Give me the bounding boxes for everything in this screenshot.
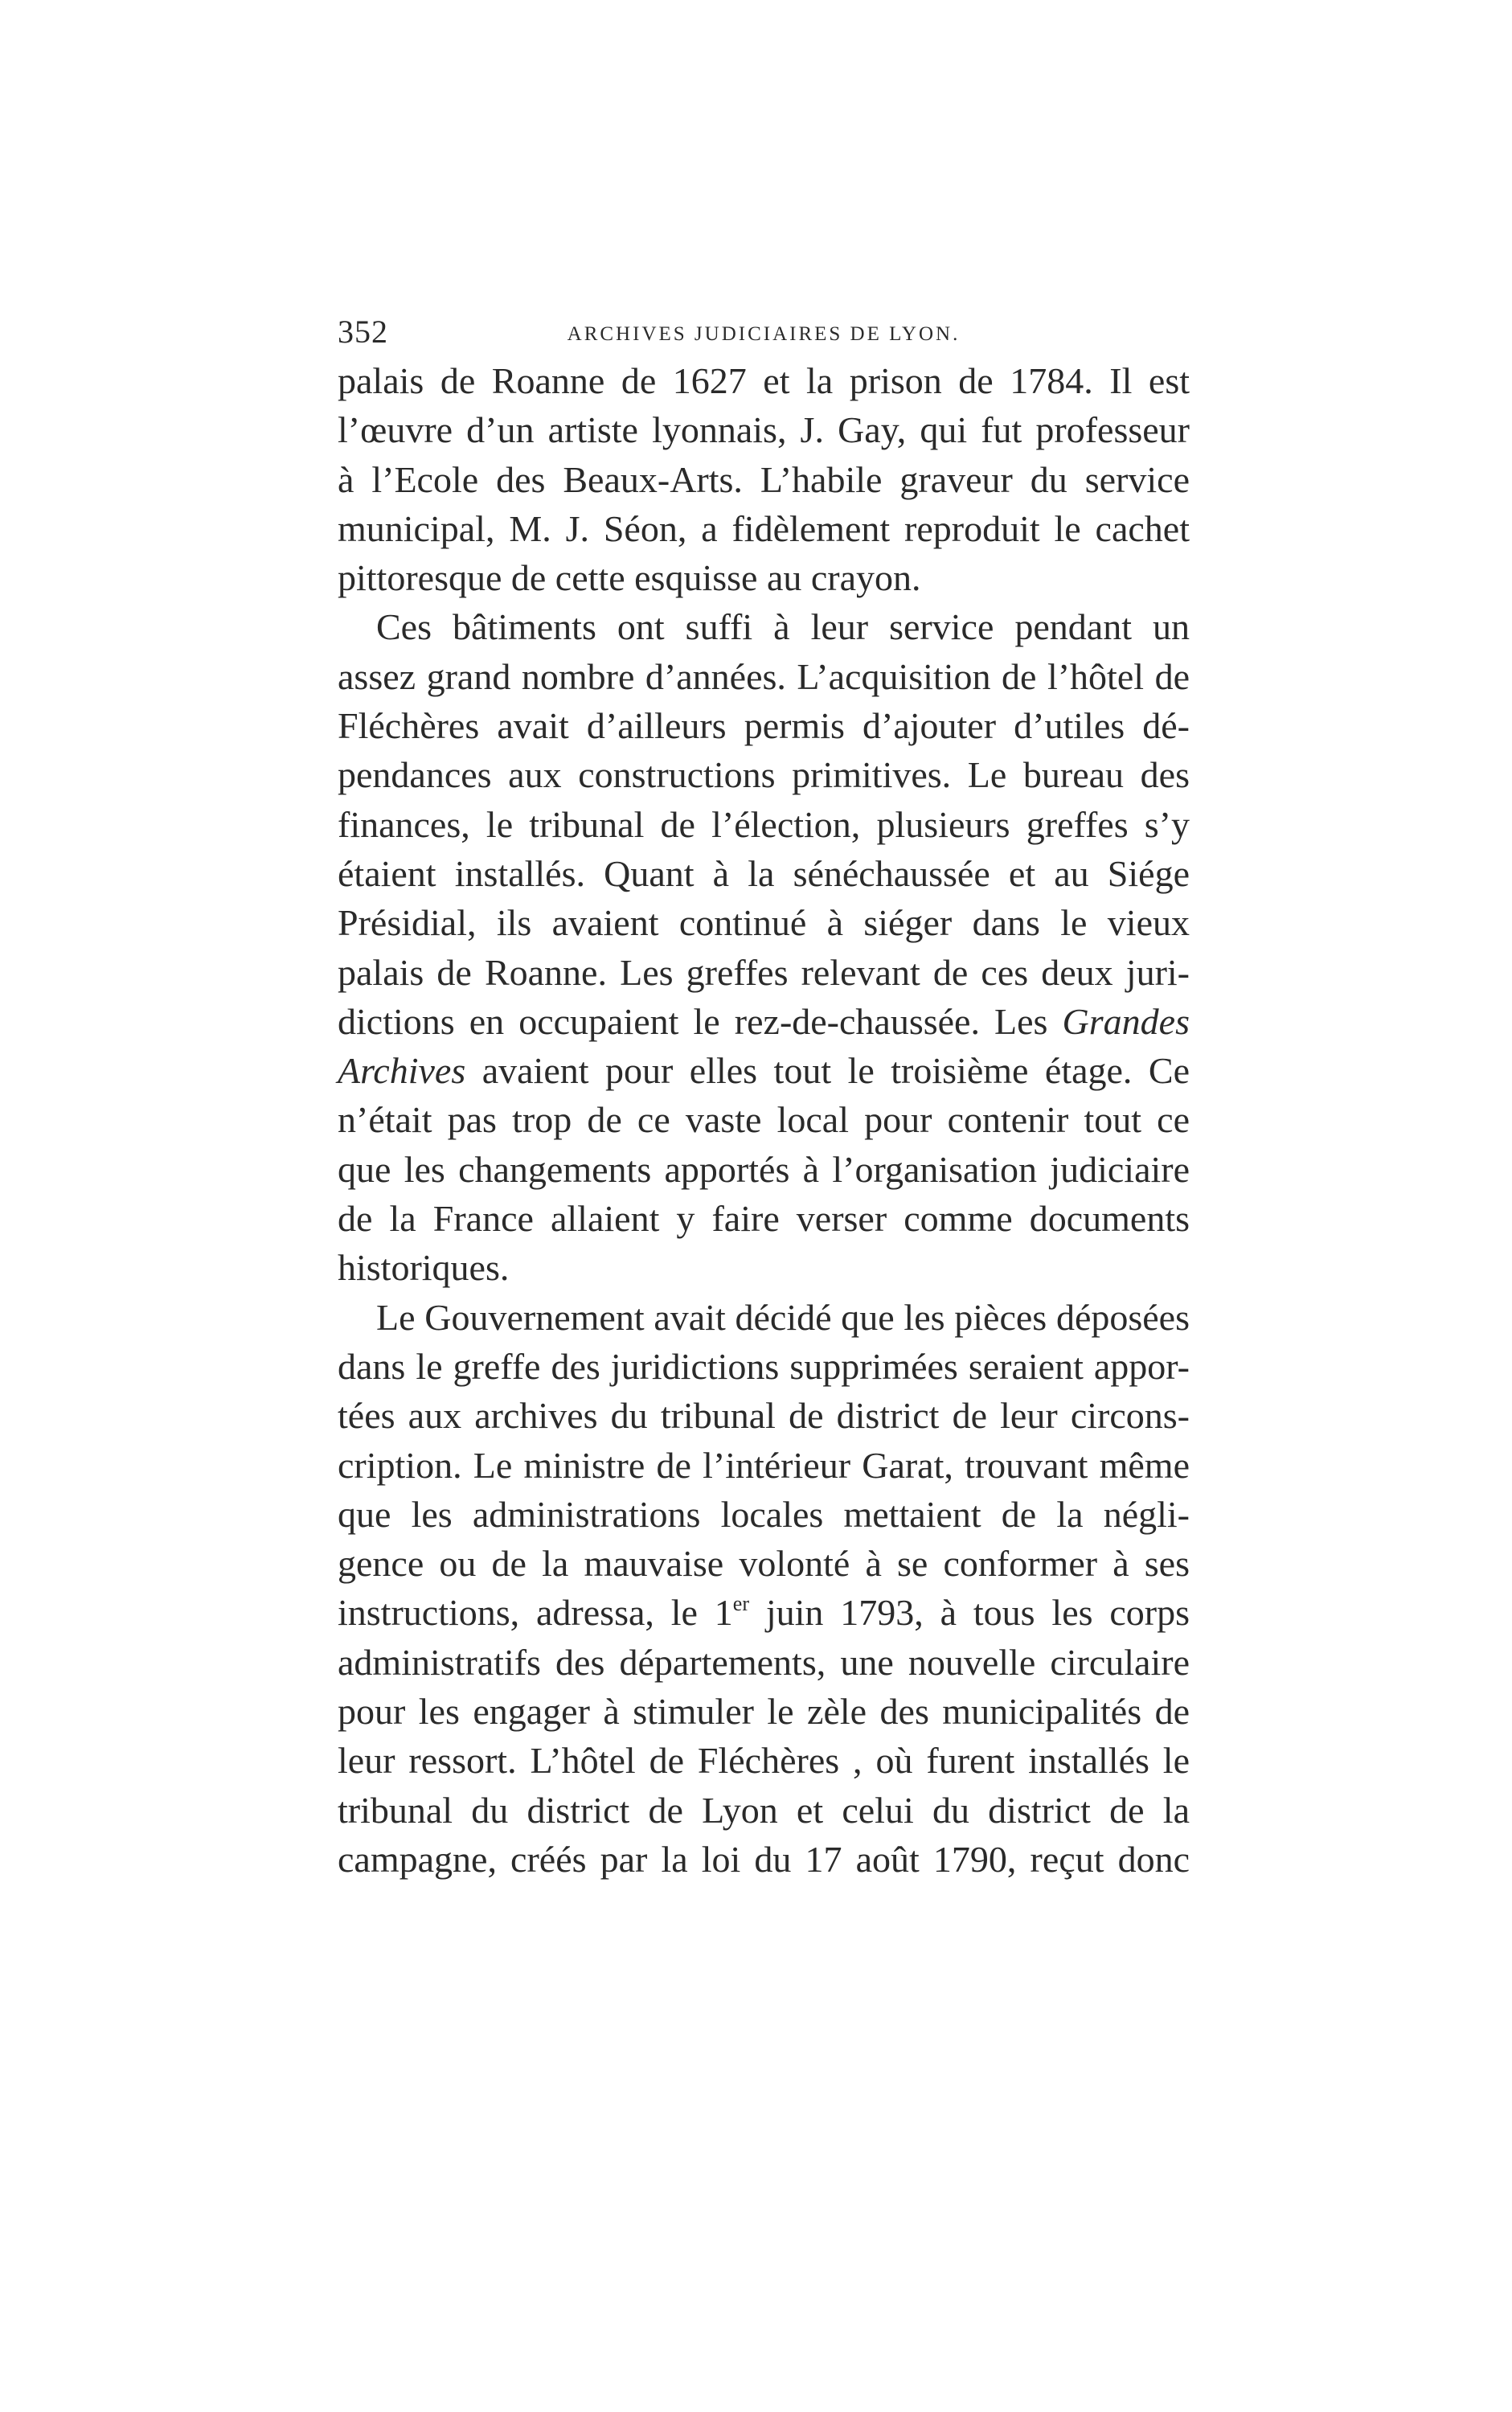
text-line: tribunal du district de Lyon et celui du district de la [338, 1789, 1190, 1831]
running-title: ARCHIVES JUDICIAIRES DE LYON. [567, 323, 961, 345]
text-segment: juin 1793, à tous les corps [765, 1592, 1190, 1634]
text-line: campagne, créés par la loi du 17 août 1790, reçut donc [338, 1838, 1190, 1880]
page-header [338, 312, 1190, 352]
page-number: 352 [338, 314, 388, 350]
text-line: tées aux archives du tribunal de district de leur circons- [338, 1395, 1190, 1437]
text-line: n’était pas trop de ce vaste local pour contenir tout ce [338, 1099, 1190, 1141]
text-line: pittoresque de cette esquisse au crayon. [338, 557, 921, 599]
text-line: que les administrations locales mettaient de la négli- [338, 1493, 1190, 1535]
text-segment: dictions en occupaient le rez-de-chaussée. Les [338, 1000, 1048, 1042]
text-line: Fléchères avait d’ailleurs permis d’ajouter d’utiles dé- [338, 705, 1190, 747]
body-text [338, 356, 1190, 1884]
text-line: leur ressort. L’hôtel de Fléchères , où furent installés le [338, 1740, 1190, 1782]
text-line: à l’Ecole des Beaux-Arts. L’habile graveur du service [338, 458, 1190, 500]
text-segment: avaient pour elles tout le troisième étage. Ce [481, 1050, 1190, 1092]
text-line: que les changements apportés à l’organisation judiciaire [338, 1148, 1190, 1190]
text-line: palais de Roanne de 1627 et la prison de 1784. Il est [338, 360, 1190, 401]
text-line: historiques. [338, 1247, 510, 1289]
text-line: Ces bâtiments ont suffi à leur service pendant un [376, 606, 1190, 648]
text-line: cription. Le ministre de l’intérieur Garat, trouvant même [338, 1444, 1190, 1486]
text-line: de la France allaient y faire verser comme documents [338, 1198, 1190, 1240]
text-line [338, 997, 1190, 1046]
text-line: Présidial, ils avaient continué à siéger dans le vieux [338, 902, 1190, 944]
ordinal-superscript: er [732, 1592, 749, 1616]
text-line: gence ou de la mauvaise volonté à se conformer à ses [338, 1543, 1190, 1585]
italic-title: Grandes [1062, 1000, 1190, 1042]
text-line [338, 1588, 1190, 1637]
italic-title: Archives [338, 1050, 466, 1092]
text-line: finances, le tribunal de l’élection, plusieurs greffes s’y [338, 803, 1190, 845]
text-line: palais de Roanne. Les greffes relevant de ces deux juri- [338, 951, 1190, 993]
text-line: étaient installés. Quant à la sénéchaussée et au Siége [338, 852, 1190, 894]
text-segment: instructions, adressa, le [338, 1592, 698, 1634]
text-line: dans le greffe des juridictions supprimées seraient appor- [338, 1345, 1190, 1387]
text-line: Le Gouvernement avait décidé que les pièces déposées [376, 1296, 1190, 1338]
text-line [338, 1046, 1190, 1095]
text-line: municipal, M. J. Séon, a fidèlement reproduit le cachet [338, 507, 1190, 549]
text-line: pour les engager à stimuler le zèle des municipalités de [338, 1691, 1190, 1733]
text-line: pendances aux constructions primitives. Le bureau des [338, 754, 1190, 796]
date-day: 1 [714, 1592, 733, 1634]
text-line: administratifs des départements, une nouvelle circulaire [338, 1641, 1190, 1683]
text-line: assez grand nombre d’années. L’acquisition de l’hôtel de [338, 655, 1190, 697]
text-line: l’œuvre d’un artiste lyonnais, J. Gay, qui fut professeur [338, 409, 1190, 451]
